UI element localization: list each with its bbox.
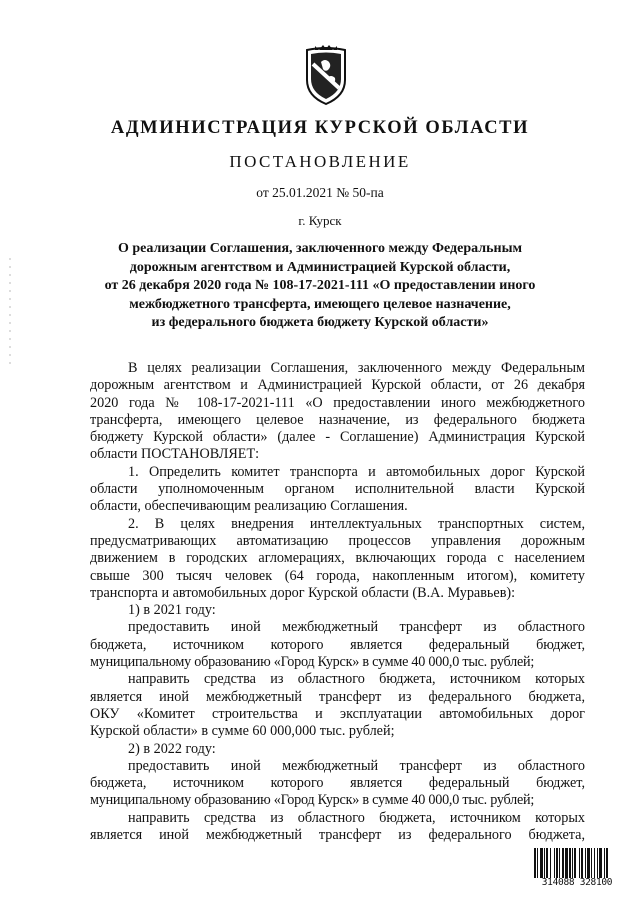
body-line: направить средства из областного бюджета, источником которых: [128, 671, 585, 688]
body-line: транспорта и автомобильных дорог Курской области (В.А. Муравьев):: [90, 584, 516, 601]
subject-line: О реализации Соглашения, заключенного между Федеральным: [117, 241, 523, 256]
barcode-bar: [585, 848, 586, 878]
body-line: 2. В целях внедрения интеллектуальных транспортных систем,: [128, 515, 585, 532]
organization-title: АДМИНИСТРАЦИЯ КУРСКОЙ ОБЛАСТИ: [110, 118, 530, 138]
document-subject: [0, 240, 640, 333]
body-line: области уполномоченным органом исполнительной власти Курской: [90, 481, 585, 498]
body-line: дорожным агентством и Администрацией Курской области, от 26 декабря: [90, 377, 585, 394]
subject-line: межбюджетного трансферта, имеющего целевое назначение,: [129, 296, 511, 312]
barcode-bar: [540, 848, 543, 878]
body-line: направить средства из областного бюджета, источником которых: [128, 809, 585, 826]
body-line: 1. Определить комитет транспорта и автомобильных дорог Курской: [128, 463, 585, 480]
barcode-bar: [537, 848, 538, 878]
body-line: бюджета, источником которого является федеральный бюджет,: [90, 775, 585, 792]
barcode-bar: [574, 848, 576, 878]
body-line: предоставить иной межбюджетный трансферт из областного: [128, 757, 585, 774]
barcode-bar: [606, 848, 608, 878]
barcode-bar: [562, 848, 564, 878]
barcode-bar: [550, 848, 551, 878]
body-line: 2020 года № 108-17-2021-111 «О предоставлении иного межбюджетного: [90, 394, 585, 411]
subject-line: дорожным агентством и Администрацией Курской области,: [129, 259, 511, 275]
barcode-bars: [532, 848, 622, 878]
barcode-bar: [581, 848, 583, 878]
barcode-bar: [591, 848, 592, 878]
body-line: предоставить иной межбюджетный трансферт из областного: [128, 619, 585, 636]
body-line: свыше 300 тысяч человек (64 города, накопленным итогом), комитету: [90, 567, 585, 584]
barcode-bar: [587, 848, 590, 878]
body-line: 1) в 2021 году:: [128, 602, 216, 619]
city-line: г. Курск: [298, 213, 342, 228]
document-body: [90, 360, 585, 844]
body-line: является иной межбюджетный трансферт из федерального бюджета,: [90, 827, 585, 844]
body-line: бюджету Курской области» (далее - Соглашение) Администрация Курской: [90, 429, 585, 446]
subject-line: от 26 декабря 2020 года № 108-17-2021-111 «О предоставлении иного: [104, 278, 536, 294]
barcode-bar: [556, 848, 558, 878]
body-line: предусматривающих автоматизацию процессов управления дорожным: [90, 532, 585, 549]
barcode-bar: [544, 848, 545, 878]
body-line: муниципальному образованию «Город Курск» в сумме 40 000,0 тыс. рублей;: [90, 792, 535, 809]
body-line: трансферта, имеющего целевое назначение, из федерального бюджета: [90, 411, 585, 428]
barcode-bar: [554, 848, 555, 878]
barcode-bar: [599, 848, 602, 878]
barcode-bar: [594, 848, 595, 878]
body-line: Курской области» в сумме 60 000,000 тыс. рублей;: [90, 723, 395, 740]
subject-line: из федерального бюджета бюджету Курской области»: [151, 315, 489, 331]
barcode-bar: [546, 848, 548, 878]
body-line: бюджета, источником которого является федеральный бюджет,: [90, 636, 585, 653]
barcode-bar: [569, 848, 571, 878]
date-and-number: от 25.01.2021 № 50-па: [256, 185, 384, 200]
barcode-number: 314088 328100: [541, 877, 613, 888]
body-line: В целях реализации Соглашения, заключенного между Федеральным: [128, 360, 585, 376]
barcode-bar: [559, 848, 560, 878]
body-line: является иной межбюджетный трансферт из федерального бюджета,: [90, 688, 585, 705]
barcode: [532, 848, 622, 890]
barcode-bar: [597, 848, 598, 878]
body-line: области, обеспечивающим реализацию Соглашения.: [90, 498, 408, 515]
barcode-bar: [604, 848, 605, 878]
body-line: муниципальному образованию «Город Курск» в сумме 40 000,0 тыс. рублей;: [90, 654, 535, 671]
body-line: движением в городских агломерациях, включающих города с населением: [90, 550, 585, 567]
barcode-bar: [565, 848, 568, 878]
barcode-bar: [534, 848, 536, 878]
barcode-bar: [579, 848, 580, 878]
barcode-bar: [572, 848, 573, 878]
coat-of-arms-emblem: [301, 44, 351, 106]
body-line: ОКУ «Комитет строительства и эксплуатации автомобильных дорог: [90, 705, 585, 722]
body-line: области ПОСТАНОВЛЯЕТ:: [90, 446, 260, 463]
body-line: 2) в 2022 году:: [128, 740, 216, 757]
document-type-title: ПОСТАНОВЛЕНИЕ: [229, 152, 411, 171]
